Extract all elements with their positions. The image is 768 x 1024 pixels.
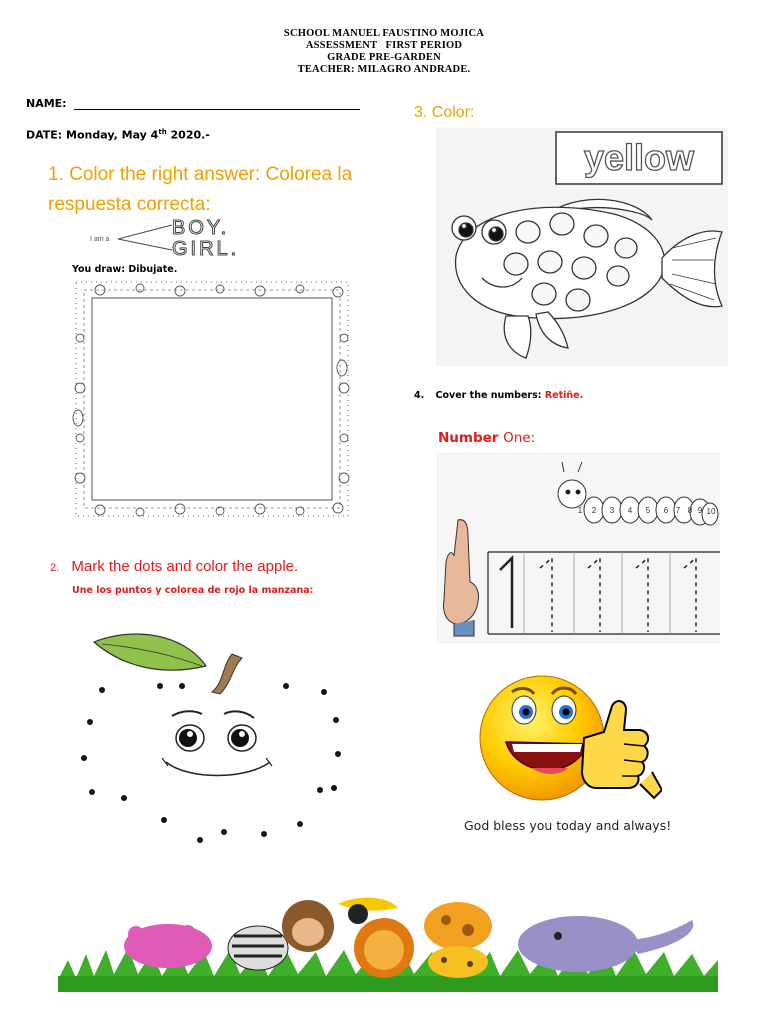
- blessing-text: God bless you today and always!: [464, 818, 672, 833]
- date-suffix: th: [158, 128, 167, 136]
- name-line[interactable]: [74, 109, 360, 110]
- caterpillar-num-8: 8: [687, 506, 693, 515]
- q3-number: 3.: [414, 104, 428, 121]
- smiley-thumbs-up: [472, 672, 662, 802]
- question-2: [50, 558, 298, 575]
- i-am-text: I am a: [90, 236, 110, 243]
- drawing-frame[interactable]: [70, 278, 354, 522]
- q1-text: Color the right answer: Colorea la respuesta correcta:: [48, 164, 353, 215]
- zebra: [228, 926, 288, 970]
- q1-number: 1.: [48, 164, 64, 185]
- date-field: [26, 128, 210, 142]
- q4-number: 4.: [414, 390, 425, 401]
- number-tracing-image[interactable]: [436, 452, 720, 644]
- caterpillar-num-7: 7: [675, 506, 681, 515]
- fish-coloring-image[interactable]: [436, 128, 728, 366]
- girl-option[interactable]: GIRL.: [172, 238, 240, 257]
- draw-label: You draw: Dibujate.: [72, 264, 178, 275]
- q4-text: Cover the numbers:: [435, 390, 542, 401]
- apple-dot-to-dot[interactable]: [74, 630, 364, 860]
- q2-subtext: Une los puntos y colorea de rojo la manzana:: [72, 585, 314, 596]
- q3-text: Color:: [431, 104, 475, 121]
- caterpillar-num-9: 9: [697, 506, 703, 515]
- question-1: [48, 160, 378, 220]
- q2-number: 2.: [50, 562, 60, 574]
- header-line-3: GRADE PRE-GARDEN: [327, 52, 441, 63]
- caterpillar-num-10: 10: [706, 507, 716, 516]
- date-year: 2020.-: [166, 128, 210, 142]
- caterpillar-num-5: 5: [645, 506, 651, 515]
- giraffe: [424, 902, 492, 950]
- school-header: [0, 28, 768, 76]
- caterpillar-num-4: 4: [627, 506, 633, 515]
- number-label: Number: [438, 430, 499, 446]
- caterpillar-num-2: 2: [591, 506, 597, 515]
- date-label: DATE: Monday, May 4: [26, 128, 159, 142]
- leopard: [428, 946, 488, 978]
- number-label-2: One:: [503, 430, 536, 446]
- caterpillar-num-3: 3: [609, 506, 615, 515]
- apple-leaf: [94, 634, 206, 670]
- apple-stem: [212, 654, 242, 694]
- caterpillar-num-6: 6: [663, 506, 669, 515]
- elephant: [518, 916, 638, 972]
- apple-dots: [81, 683, 341, 843]
- question-3: [414, 104, 474, 122]
- animals-footer-image: [58, 890, 718, 992]
- header-line-2: ASSESSMENT FIRST PERIOD: [305, 40, 463, 51]
- q4-text-red: Retiñe.: [544, 390, 584, 401]
- name-field: [26, 97, 360, 110]
- number-one-label: [438, 430, 535, 446]
- boy-girl-graphic: [86, 217, 338, 257]
- q2-text: Mark the dots and color the apple.: [71, 558, 299, 575]
- header-line-1: SCHOOL MANUEL FAUSTINO MOJICA: [283, 28, 485, 39]
- header-line-4: TEACHER: MILAGRO ANDRADE.: [297, 64, 471, 75]
- question-4: [414, 390, 583, 401]
- toucan: [338, 898, 398, 911]
- name-label: NAME:: [26, 97, 67, 110]
- boy-option[interactable]: BOY.: [172, 217, 230, 239]
- apple-face: [162, 711, 272, 775]
- caterpillar-num-1: 1: [577, 506, 583, 515]
- color-word: yellow: [583, 137, 695, 178]
